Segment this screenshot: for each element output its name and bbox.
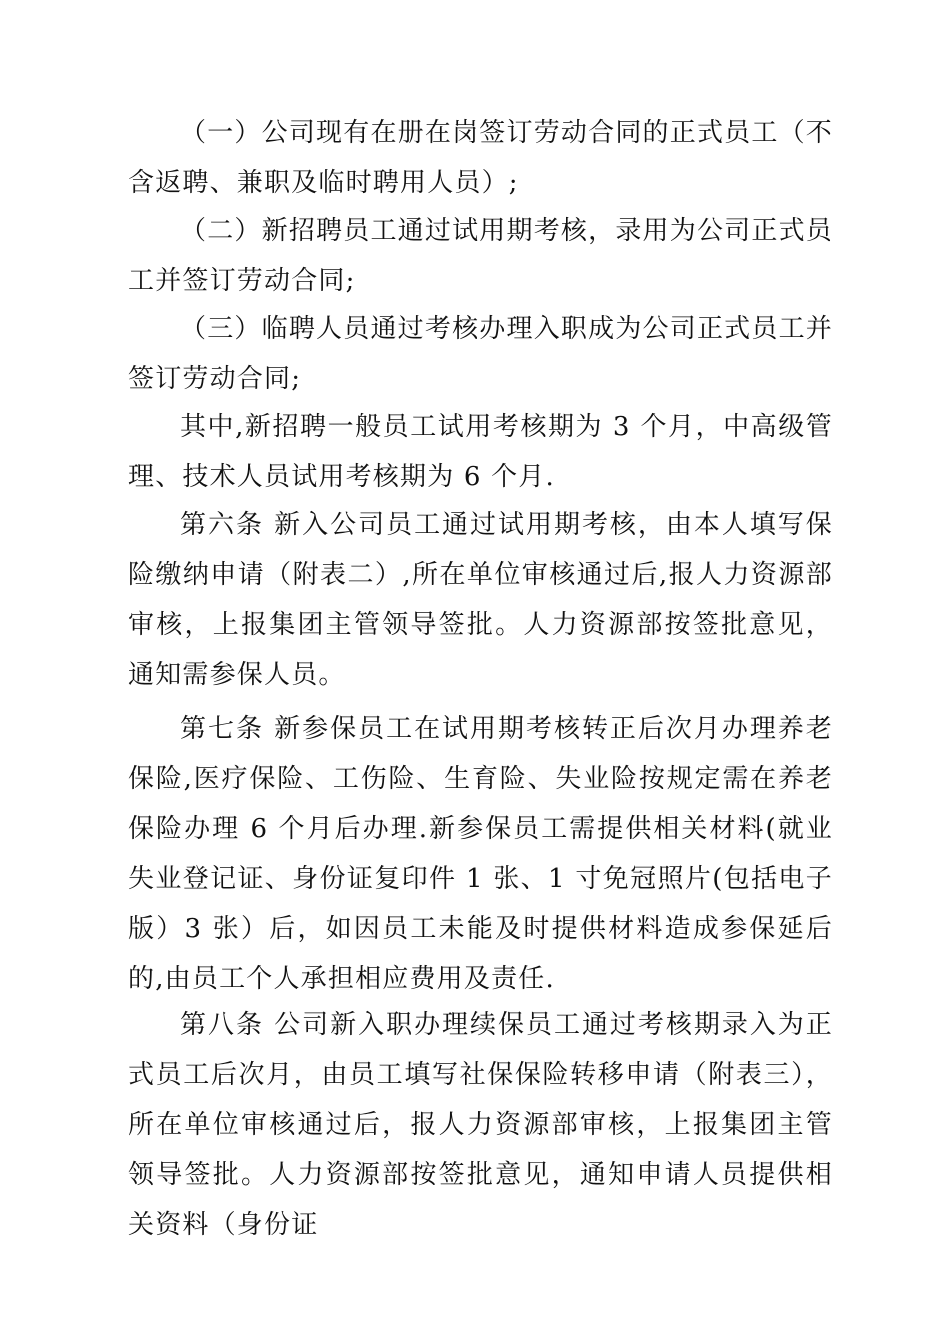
paragraph-article-8: 第八条 公司新入职办理续保员工通过考核期录入为正式员工后次月，由员工填写社保保险转移申请（附表三），所在单位审核通过后，报人力资源部审核，上报集团主管领导签批。人力资源部按签批意见，通知申请人员提供相关资料（身份证 [128, 1010, 833, 1240]
paragraph-item-3: （三）临聘人员通过考核办理入职成为公司正式员工并签订劳动合同; [128, 314, 833, 394]
paragraph-item-2: （二）新招聘员工通过试用期考核，录用为公司正式员工并签订劳动合同; [128, 216, 833, 296]
paragraph-article-6: 第六条 新入公司员工通过试用期考核，由本人填写保险缴纳申请（附表二）,所在单位审核通过后,报人力资源部审核，上报集团主管领导签批。人力资源部按签批意见，通知需参保人员。 [128, 510, 833, 690]
paragraph-article-7: 第七条 新参保员工在试用期考核转正后次月办理养老保险,医疗保险、工伤险、生育险、失业险按规定需在养老保险办理 6 个月后办理.新参保员工需提供相关材料(就业失业登记证、身份证复印件 1 张、1 寸免冠照片(包括电子版）3 张）后，如因员工未能及时提供材料造成参保延后的,由员工个人承担相应费用及责任. [128, 714, 833, 994]
paragraph-item-1: （一）公司现有在册在岗签订劳动合同的正式员工（不含返聘、兼职及临时聘用人员）; [128, 118, 833, 198]
paragraph-probation-note: 其中,新招聘一般员工试用考核期为 3 个月，中高级管理、技术人员试用考核期为 6 个月. [128, 412, 833, 492]
